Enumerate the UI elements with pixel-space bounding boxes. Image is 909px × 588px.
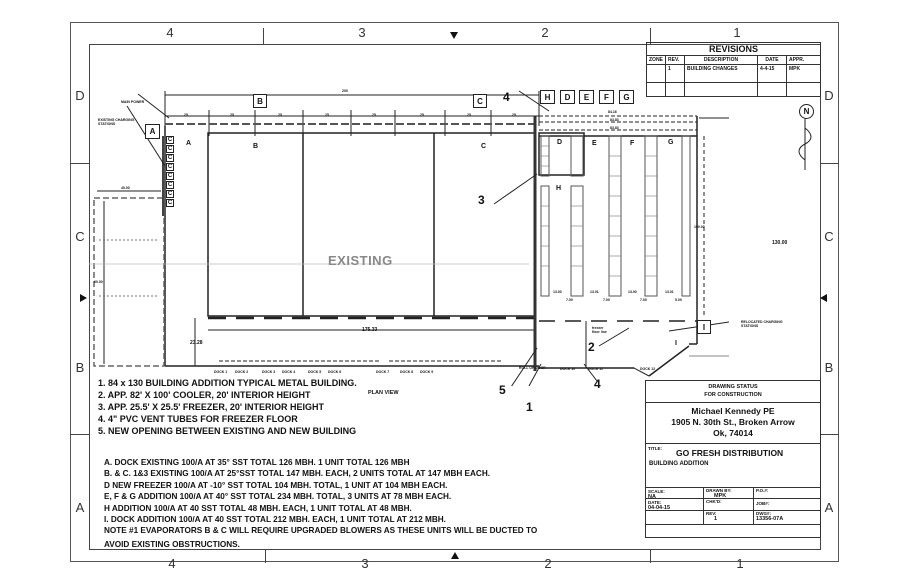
dim-bay: 25 (512, 113, 516, 117)
dim-overall-width: 200 (342, 89, 348, 93)
unit-tag-c: C (473, 94, 487, 108)
rev-header-zone: ZONE (647, 56, 666, 65)
zone-right-c: C (824, 229, 834, 244)
revisions-title: REVISIONS (647, 43, 821, 56)
room-label-f: F (630, 140, 635, 147)
center-mark-right-icon (820, 294, 827, 302)
zone-divider (821, 434, 839, 435)
dock-label: DOCK 7 (376, 370, 390, 374)
zone-divider (70, 163, 89, 164)
room-label-i: I (675, 340, 677, 347)
scale-field: SCALE: NA (648, 489, 665, 500)
dim-aisle: 13.00 (553, 290, 562, 294)
po-field: P.O.#: (753, 488, 768, 499)
callout-2: 2 (588, 340, 595, 354)
dim-d2: 83.83 (610, 126, 619, 130)
rev-header-appr: APPR. (787, 56, 821, 65)
floor-plan (89, 86, 729, 386)
dim-rack: 7.00 (603, 298, 610, 302)
callout-4: 4 (503, 90, 510, 104)
unit-tag-f: F (599, 90, 614, 104)
unit-tag-i: I (697, 320, 711, 334)
zone-top-2: 2 (541, 25, 549, 40)
room-label-g: G (668, 139, 674, 146)
dim-bay: 25 (325, 113, 329, 117)
zone-bottom-2: 2 (544, 556, 552, 571)
center-mark-bottom-icon (451, 552, 459, 559)
engineer-info: Michael Kennedy PE 1905 N. 30th St., Broken Arrow Ok, 74014 (646, 403, 820, 444)
unit-tag-a: A (145, 124, 160, 139)
job-field: JOB#: (753, 499, 769, 511)
freezer-floor-label: freezer floor line (592, 326, 607, 334)
zone-top-3: 3 (358, 25, 366, 40)
dim-bay: 25 (467, 113, 471, 117)
existing-building-label: EXISTING (328, 253, 393, 268)
checked-field: CHK'D: (703, 499, 722, 511)
rev-header-date: DATE (758, 56, 787, 65)
drawing-title: TITLE: GO FRESH DISTRIBUTION BUILDING ADDITION (646, 444, 820, 488)
callout-3: 3 (478, 193, 485, 207)
roll-up-door-label: ROLL UP DOOR (519, 366, 546, 370)
title-block (645, 380, 821, 538)
zone-bottom-4: 4 (168, 556, 176, 571)
unit-tag-b: B (253, 94, 267, 108)
revision-row: 1 BUILDING CHANGES 4-4-15 MPK (647, 65, 821, 83)
dim-addition-width: 84.16 (608, 110, 617, 114)
charging-stations: C C C C C C C C (167, 137, 173, 206)
unit-tag-g: G (619, 90, 634, 104)
dim-bay: 25 (372, 113, 376, 117)
zone-left-c: C (75, 229, 85, 244)
zone-divider (265, 550, 266, 563)
rev-header-description: DESCRIPTION (685, 56, 758, 65)
dim-bay: 25 (420, 113, 424, 117)
dim-dock-gap: 23.28 (190, 340, 203, 346)
drawn-by-field: DRAWN BY: MPK (703, 488, 732, 499)
relocated-charging-label: RELOCATED CHARGING STATIONS (741, 320, 783, 328)
zone-divider (70, 434, 89, 435)
existing-charging-label: EXISTING CHARGING STATIONS (98, 118, 135, 126)
unit-tag-d: D (560, 90, 575, 104)
zone-bottom-1: 1 (736, 556, 744, 571)
zone-right-d: D (824, 88, 834, 103)
dim-rack: 7.00 (640, 298, 647, 302)
dock-label: DOCK 2 (235, 370, 249, 374)
dock-label: DOCK 8 (400, 370, 414, 374)
dwg-field: DWG#: 13356-07A (753, 511, 783, 525)
dock-label: DOCK 4 (282, 370, 296, 374)
zone-right-a: A (824, 500, 834, 515)
equipment-notes: A. DOCK EXISTING 100/A AT 35° SST TOTAL 126 MBH. 1 UNIT TOTAL 126 MBH B. & C. 1&3 EXISTING 100/A AT 25°SST TOTAL 147 MBH. EACH, 2 UNITS TOTAL AT 147 MBH EACH. D NEW FREEZER 100/A AT -10° SST TOTAL 104 MBH. TOTAL, 1 UNIT AT 104 MBH EACH. E, F & G ADDITION 100/A AT 40° SST TOTAL 234 MBH. TOTAL, 3 UNITS AT 78 MBH EACH. H ADDITION 100/A AT 40 SST TOTAL 48 MBH. EACH, 1 UNIT TOTAL AT 48 MBH. I. DOCK ADDITION 100/A AT 40 SST TOTAL 212 MBH. EACH, 1 UNIT TOTAL AT 212 MBH. NOTE #1 EVAPORATORS B & C WILL REQUIRE UPGRADED BLOWERS AS THESE UNITS WILL BE DUCTED TO AVOID EXISTING OBSTRUCTIONS. (104, 458, 538, 549)
room-label-e: E (592, 140, 597, 147)
north-line-icon (795, 118, 815, 170)
callout-1: 1 (526, 400, 533, 414)
plan-view-label: PLAN VIEW (368, 390, 399, 396)
dock-label: DOCK 11 (588, 367, 603, 371)
general-notes: 1. 84 x 130 BUILDING ADDITION TYPICAL METAL BUILDING. 2. APP. 82' X 100' COOLER, 20' INTERIOR HEIGHT 3. APP. 25.5' X 25.5' FREEZER, 20' INTERIOR HEIGHT 4. 4" PVC VENT TUBES FOR FREEZER FLOOR 5. NEW OPENING BETWEEN EXISTING AND NEW BUILDING (98, 378, 357, 436)
zone-left-a: A (75, 500, 85, 515)
zone-divider (821, 163, 839, 164)
dim-addition-height: 130.00 (772, 240, 788, 246)
zone-bottom-3: 3 (361, 556, 369, 571)
zone-divider (263, 28, 264, 44)
center-mark-left-icon (80, 294, 87, 302)
room-label-b: B (253, 143, 259, 150)
zone-top-1: 1 (733, 25, 741, 40)
drawing-status: DRAWING STATUS FOR CONSTRUCTION (646, 381, 820, 403)
unit-tag-e: E (579, 90, 594, 104)
dim-bay: 25 (278, 113, 282, 117)
dock-label: DOCK 3 (262, 370, 276, 374)
dim-d1: 83.83 (610, 118, 619, 122)
main-power-label: MAIN POWER (121, 100, 145, 104)
dim-aisle: 13.01 (665, 290, 674, 294)
unit-tag-h: H (540, 90, 555, 104)
dim-rack: 7.00 (566, 298, 573, 302)
dock-label: DOCK 9 (420, 370, 434, 374)
date-field: DATE: 04-04-15 (648, 500, 671, 511)
center-mark-top-icon (450, 32, 458, 39)
dim-left-width: 40.00 (121, 186, 130, 190)
callout-4: 4 (594, 377, 601, 391)
room-label-d: D (557, 139, 563, 146)
dim-aisle: 13.00 (628, 290, 637, 294)
zone-divider (650, 550, 651, 563)
zone-left-b: B (75, 360, 85, 375)
room-label-h: H (556, 185, 562, 192)
zone-left-d: D (75, 88, 85, 103)
dock-label: DOCK 1 (214, 370, 228, 374)
dim-bay: 25 (184, 113, 188, 117)
dock-label: DOCK 6 (328, 370, 342, 374)
dock-label: DOCK 10 (560, 367, 576, 371)
room-label-a: A (186, 140, 192, 147)
rev-field: REV: 1 (703, 511, 717, 525)
dock-label: DOCK 12 (640, 367, 656, 371)
zone-top-4: 4 (166, 25, 174, 40)
dim-left-height: 60.00 (94, 280, 103, 284)
dock-label: DOCK 5 (308, 370, 322, 374)
dim-aisle: 13.01 (590, 290, 599, 294)
dim-dock-length: 175.33 (362, 327, 378, 333)
callout-5: 5 (499, 383, 506, 397)
zone-right-b: B (824, 360, 834, 375)
dim-rack: 5.00 (675, 298, 682, 302)
rev-header-rev: REV. (666, 56, 685, 65)
dim-rack-height: 100.00 (694, 225, 705, 229)
room-label-c: C (481, 143, 487, 150)
dim-bay: 25 (230, 113, 234, 117)
north-arrow-icon: N (799, 104, 814, 119)
